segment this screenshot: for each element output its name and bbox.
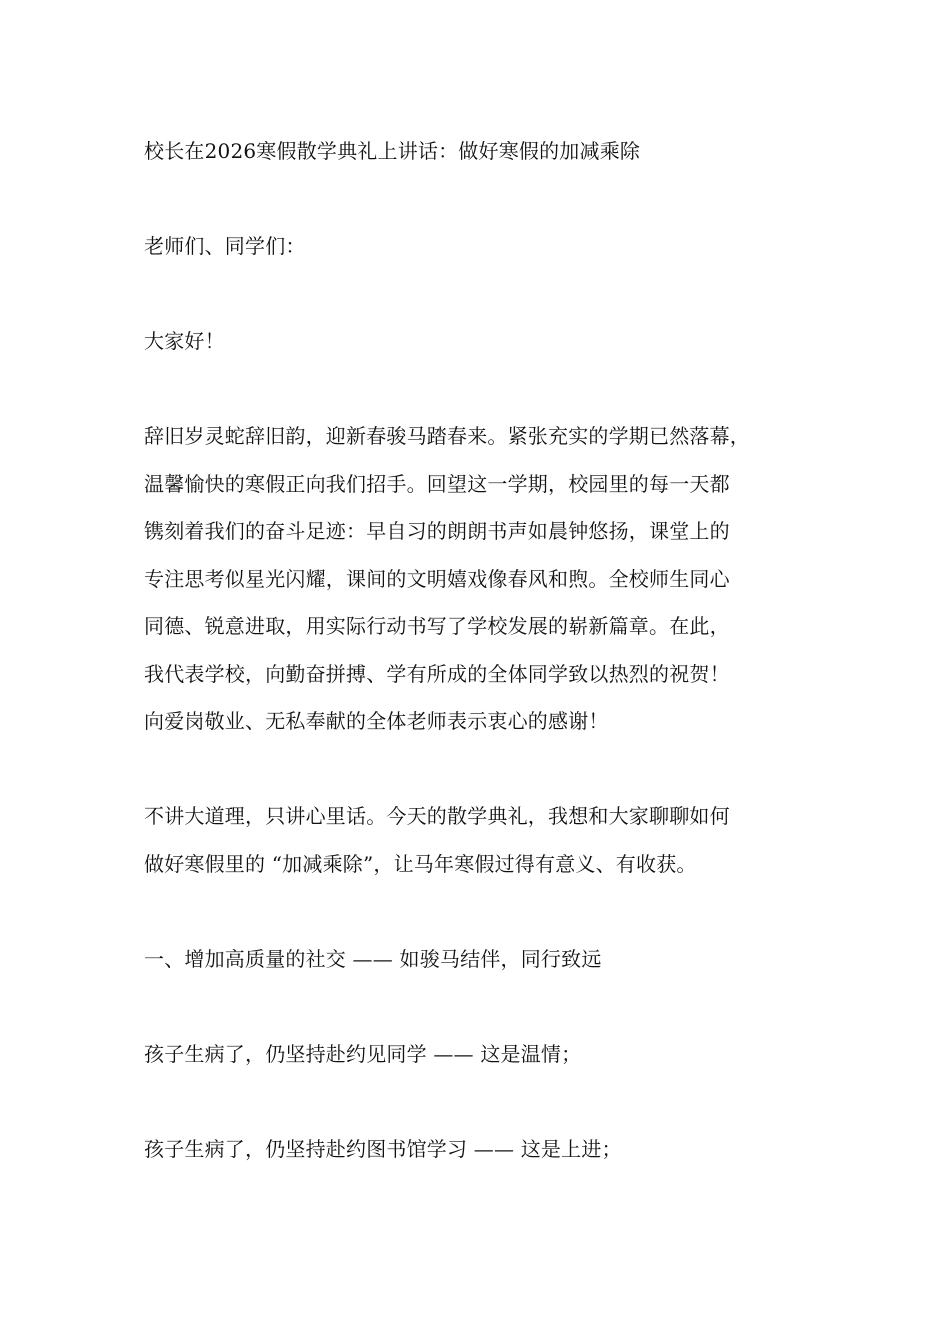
salutation [144,223,834,271]
paragraph-opening [144,413,834,746]
list-item [144,1031,834,1079]
paragraph-line: 不讲大道理，只讲心里话。今天的散学典礼，我想和大家聊聊如何 [144,804,730,828]
list-item-line: 孩子生病了，仍坚持赴约图书馆学习 —— 这是上进； [144,1136,622,1161]
greeting-line: 大家好！ [144,329,225,353]
title-line: 校长在2026寒假散学典礼上讲话：做好寒假的加减乘除 [144,139,641,163]
list-item [144,1126,834,1174]
paragraph-line: 专注思考似星光闪耀，课间的文明嬉戏像春风和煦。全校师生同心 [144,566,730,591]
section-heading [144,936,834,984]
paragraph-line: 同德、锐意进取，用实际行动书写了学校发展的崭新篇章。在此， [144,614,730,638]
document-body [144,128,834,1221]
paragraph-intro [144,793,834,888]
salutation-line: 老师们、同学们： [144,234,306,258]
paragraph-line: 辞旧岁灵蛇辞旧韵，迎新春骏马踏春来。紧张充实的学期已然落幕， [144,424,750,448]
section-heading-line: 一、增加高质量的社交 —— 如骏马结伴，同行致远 [144,946,602,971]
paragraph-line: 镌刻着我们的奋斗足迹：早自习的朗朗书声如晨钟悠扬，课堂上的 [144,519,730,543]
paragraph-line: 温馨愉快的寒假正向我们招手。回望这一学期，校园里的每一天都 [144,471,730,496]
paragraph-line: 我代表学校，向勤奋拼搏、学有所成的全体同学致以热烈的祝贺！ [144,661,730,686]
greeting [144,318,834,366]
document-title [144,128,834,176]
paragraph-line: 做好寒假里的 “加减乘除”，让马年寒假过得有意义、有收获。 [144,851,697,876]
paragraph-line: 向爱岗敬业、无私奉献的全体老师表示衷心的感谢！ [144,709,609,733]
list-item-line: 孩子生病了，仍坚持赴约见同学 —— 这是温情； [144,1041,582,1066]
